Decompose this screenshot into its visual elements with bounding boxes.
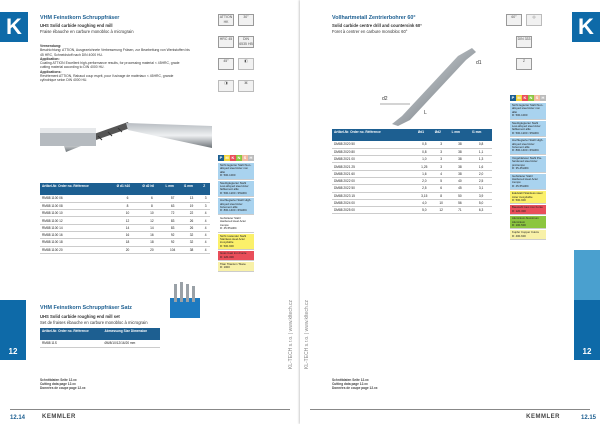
centre-drill-image xyxy=(380,44,490,126)
table-cell: 4 xyxy=(201,239,210,246)
table-row xyxy=(40,217,210,224)
material-name: Guss Cast iron Fonte xyxy=(220,251,247,256)
table-cell: RM88 1100 18 xyxy=(40,239,115,246)
table-cell: 3 xyxy=(433,156,450,163)
table-row xyxy=(40,340,160,347)
material-strength: R: 500-900 xyxy=(220,243,234,248)
din-icon: DIN 333 xyxy=(516,36,532,48)
column-header: l1 mm xyxy=(182,183,201,195)
table-cell: 56 xyxy=(450,199,471,206)
material-entry xyxy=(510,156,546,173)
table-row xyxy=(332,177,492,184)
table-cell: 3 xyxy=(433,148,450,155)
column-header: Ød1 xyxy=(416,129,433,141)
table-cell: 38 xyxy=(450,156,471,163)
svg-text:d1: d1 xyxy=(476,60,482,66)
table-cell: 4 xyxy=(201,246,210,253)
table-cell: 19 xyxy=(182,202,201,209)
table-cell: 1,3 xyxy=(470,156,492,163)
material-list xyxy=(510,103,546,241)
table-cell: 16 xyxy=(140,231,163,238)
table-cell: 63 xyxy=(163,202,181,209)
svg-text:L: L xyxy=(424,110,427,116)
usage-heading-de: Verwendung: xyxy=(40,44,62,48)
material-entry xyxy=(510,121,546,138)
kemmler-logo: K xyxy=(0,12,28,42)
material-list xyxy=(218,163,254,273)
table-cell: 4 xyxy=(201,210,210,217)
column-header: l1 mm xyxy=(470,129,492,141)
chapter-bar xyxy=(574,300,600,344)
table-cell: 20 xyxy=(115,246,141,253)
profile-icon: ◧ xyxy=(238,58,254,70)
material-name: Hochlegierter Stahl High-alloyed steel Acier fortement allié xyxy=(512,138,544,150)
table-cell: DM88 2021 60 xyxy=(332,170,416,177)
table-cell: 14 xyxy=(140,224,163,231)
usage-text-fr: Revêtement ATTION, Rabaud coup esprit, pour l'usinage de matériaux < 45HRC, grande cylindrique selon DIN 4000 HU. xyxy=(40,74,174,83)
material-entry xyxy=(218,234,254,251)
table-cell: 71 xyxy=(450,207,471,214)
cut-type-icon: ◨ xyxy=(218,80,234,92)
material-entry xyxy=(510,191,546,204)
table-cell: 38 xyxy=(450,148,471,155)
footer-line: Données de coupe page 12.xx xyxy=(332,386,378,391)
subtitle-en: Solid carbide centre drill and countersink 60° xyxy=(332,23,422,28)
column-header: Artikel-Nr. Order no. Référence xyxy=(40,328,103,340)
material-name: Titan Titanium Titane xyxy=(220,261,246,266)
footer-notes xyxy=(40,378,86,391)
table-cell: DM88 2020 80 xyxy=(332,148,416,155)
column-header: Abmessung Size Dimension xyxy=(103,328,161,340)
table-cell: 10 xyxy=(140,210,163,217)
column-header: Artikel-Nr. Order no. Référence xyxy=(40,183,115,195)
table-cell: 4 xyxy=(433,170,450,177)
table-cell: 57 xyxy=(163,195,181,202)
table-cell: 1,0 xyxy=(416,156,433,163)
table-cell: 0,8 xyxy=(470,141,492,148)
table-row xyxy=(40,210,210,217)
material-entry xyxy=(510,230,546,240)
table-cell: DM88 2023 15 xyxy=(332,192,416,199)
table-cell: RM88 1100 14 xyxy=(40,224,115,231)
material-name: Nicht legierter Stahl Non-alloyed steel Acier non allié xyxy=(512,103,544,114)
material-name: Vorgehärteter Stahl Pre-hardened steel Acier prétrempé xyxy=(512,155,543,167)
material-name: Gehärteter Stahl Hardened steel Acier trempé xyxy=(220,215,246,227)
table-cell: 38 xyxy=(182,246,201,253)
table-row xyxy=(332,199,492,206)
material-name: Niedriglegierter Stahl Low-alloyed steel Acier faiblement allié xyxy=(220,180,249,192)
material-strength: R: 45-55HRC xyxy=(512,183,529,188)
material-entry xyxy=(218,181,254,198)
table-cell: RM88 1100 16 xyxy=(40,231,115,238)
helix-angle-icon: 30° xyxy=(238,14,254,26)
flute-count-icon: Z xyxy=(516,58,532,70)
column-header: L mm xyxy=(450,129,471,141)
product-table xyxy=(40,183,210,254)
table-cell: 3 xyxy=(201,202,210,209)
usage-heading-fr: Applications: xyxy=(40,69,62,74)
chapter-bar xyxy=(0,300,26,344)
shank-icon: DIN 6535 HB xyxy=(239,37,253,46)
url-text: KL-TECH s.r.o. | www.kltech.cz xyxy=(288,300,294,370)
subtitle-en: UHS Solid carbide roughing end mill xyxy=(40,23,113,28)
table-cell: 40 xyxy=(450,177,471,184)
set-title: VHM Feinstkorn Schruppfräser Satz xyxy=(40,305,132,311)
table-cell: 14 xyxy=(115,224,141,231)
page-title: Vollhartmetall Zentrierbohrer 60° xyxy=(332,15,416,21)
material-strength: R: 500-1200 <35HRC xyxy=(220,190,247,195)
table-cell: 1,1 xyxy=(470,148,492,155)
table-cell: 2,0 xyxy=(416,177,433,184)
table-cell: DM88 2021 25 xyxy=(332,163,416,170)
table-cell: 92 xyxy=(163,239,181,246)
table-cell: 0,8 xyxy=(416,148,433,155)
table-cell: 12 xyxy=(433,207,450,214)
table-row xyxy=(40,202,210,209)
material-name: Aluminium Aluminium Aluminium xyxy=(512,216,539,224)
column-header: Ø d1 h10 xyxy=(115,183,141,195)
table-cell: 4 xyxy=(201,231,210,238)
table-cell: 8 xyxy=(433,192,450,199)
table-cell: 0,5 xyxy=(416,141,433,148)
table-cell: DM88 2021 00 xyxy=(332,156,416,163)
table-cell: 3 xyxy=(433,163,450,170)
material-name: Niedriglegierter Stahl Low-alloyed steel Acier faiblement allié xyxy=(512,120,541,132)
table-cell: RM88 1100 08 xyxy=(40,202,115,209)
subtitle-fr: Foret à centrer en carbure monobloc 60° xyxy=(332,29,408,34)
table-cell: 4,0 xyxy=(416,199,433,206)
material-entry xyxy=(510,174,546,191)
set-subtitle-fr: Set de fraises ébauche en carbure monobloc à micrograin xyxy=(40,320,148,325)
table-cell: Ø6/8/10/12/16/20 mm xyxy=(103,340,161,347)
material-strength: R: 120-300 xyxy=(512,208,526,213)
material-strength: R: 500-900 xyxy=(512,197,526,202)
chapter-tab[interactable]: 12 xyxy=(574,344,600,360)
table-cell: 18 xyxy=(140,239,163,246)
table-cell: 83 xyxy=(163,224,181,231)
material-entry xyxy=(510,103,546,120)
table-cell: 6,3 xyxy=(470,207,492,214)
point-angle-icon: 60° xyxy=(506,14,522,26)
material-name: Kupfer Copper Cuivre xyxy=(512,230,540,235)
table-cell: 32 xyxy=(182,239,201,246)
table-cell: 22 xyxy=(182,210,201,217)
table-cell: 92 xyxy=(163,231,181,238)
table-cell: 6 xyxy=(140,195,163,202)
right-page xyxy=(300,0,600,424)
material-strength: R: 500-1000 xyxy=(220,173,236,178)
material-entry xyxy=(510,138,546,155)
table-row xyxy=(332,207,492,214)
table-cell: 1,6 xyxy=(470,163,492,170)
footer-notes xyxy=(332,378,378,391)
table-cell: 8 xyxy=(115,202,141,209)
material-strength: R: 1000 xyxy=(220,265,230,270)
table-cell: RM88 1100 12 xyxy=(40,217,115,224)
table-cell: 3 xyxy=(433,141,450,148)
description-block xyxy=(40,44,190,83)
table-cell: RM88 1100 10 xyxy=(40,210,115,217)
material-strength: R: 35-45HRC xyxy=(512,166,529,171)
footer-rule xyxy=(10,409,290,410)
table-cell: 38 xyxy=(450,141,471,148)
material-group-legend: P M K N S H xyxy=(219,155,253,160)
table-cell: 5,0 xyxy=(416,207,433,214)
table-cell: 5,0 xyxy=(470,199,492,206)
table-cell: 12 xyxy=(140,217,163,224)
material-strength: R: 100-500 xyxy=(512,222,526,227)
table-row xyxy=(332,185,492,192)
page-number: 12.15 xyxy=(580,415,596,421)
material-strength: R: 120-300 xyxy=(220,254,234,259)
material-name: Nicht rostender Stahl Stainless steel Acier inoxydable xyxy=(220,233,247,245)
table-cell: 38 xyxy=(450,163,471,170)
footer-line: Données de coupe page 12.xx xyxy=(40,386,86,391)
table-cell: 72 xyxy=(163,210,181,217)
table-cell: 1,25 xyxy=(416,163,433,170)
table-cell: 83 xyxy=(163,217,181,224)
table-cell: DM88 2025 00 xyxy=(332,207,416,214)
material-name: Baustahl Cast iron Fonte xyxy=(512,205,543,210)
column-header: Ø d2 h6 xyxy=(140,183,163,195)
table-cell: 26 xyxy=(182,224,201,231)
footer-line: Schnittdaten Seite 12.xx xyxy=(332,378,369,382)
product-table xyxy=(332,129,492,214)
set-table xyxy=(40,328,160,348)
table-cell: RM88 11S xyxy=(40,340,103,347)
usage-heading-en: Application: xyxy=(40,56,60,61)
table-cell: 3,9 xyxy=(470,192,492,199)
table-cell: 2,5 xyxy=(470,177,492,184)
material-name: Hochlegierter Stahl High-alloyed steel Acier fortement allié xyxy=(220,198,252,210)
table-cell: 5 xyxy=(433,177,450,184)
table-cell: 32 xyxy=(182,231,201,238)
set-subtitle-en: UHS Solid carbide roughing end mill set xyxy=(40,314,120,319)
table-cell: 50 xyxy=(450,192,471,199)
table-cell: 8 xyxy=(140,202,163,209)
material-entry xyxy=(218,251,254,261)
material-strength: R: 500-1000 xyxy=(512,113,528,118)
usage-text-de: Beschichtung: ATTION, Ausgezeichnete Verbesserung Fräsen, zur Bearbeitung von Werkstoffen bis 45 HRC, Schneidstoff nach DIN 4000 HU. xyxy=(40,48,190,57)
table-cell: 13 xyxy=(182,195,201,202)
table-row xyxy=(332,163,492,170)
footer-rule xyxy=(310,409,590,410)
flute-icon: ⌘ xyxy=(238,80,254,92)
table-cell: 3,1 xyxy=(470,185,492,192)
table-cell: 20 xyxy=(140,246,163,253)
tool-icon: ◎ xyxy=(526,14,542,26)
material-strength: R: 800-1400 <45HRC xyxy=(220,208,247,213)
brand-name: KEMMLER xyxy=(42,414,76,420)
material-strength: R: 500-1200 <35HRC xyxy=(512,130,539,135)
material-entry xyxy=(218,216,254,233)
material-group-legend: P M K N S H xyxy=(511,95,545,100)
material-name: Gehärteter Stahl Hardened steel Acier trempé xyxy=(512,173,538,185)
table-row xyxy=(332,148,492,155)
chapter-tab[interactable]: 12 xyxy=(0,344,26,360)
table-cell: 4 xyxy=(201,224,210,231)
table-row xyxy=(332,141,492,148)
table-cell: 10 xyxy=(115,210,141,217)
table-cell: 3 xyxy=(201,195,210,202)
column-header: Z xyxy=(201,183,210,195)
table-cell: 45 xyxy=(450,185,471,192)
table-cell: 26 xyxy=(182,217,201,224)
kemmler-logo: K xyxy=(572,12,600,42)
svg-text:d2: d2 xyxy=(382,96,388,102)
table-cell: 6 xyxy=(115,195,141,202)
table-row xyxy=(40,224,210,231)
url-text: KL-TECH s.r.o. | www.kltech.cz xyxy=(304,300,310,370)
set-image xyxy=(168,280,202,320)
table-cell: 2,5 xyxy=(416,185,433,192)
material-entry xyxy=(218,198,254,215)
usage-text-en: Coating ATTION Excellent high-performance results, for processing material < 45HRC, grade cutting material according to DIN 4000 HU. xyxy=(40,61,180,70)
table-cell: 16 xyxy=(115,231,141,238)
table-cell: DM88 2020 50 xyxy=(332,141,416,148)
hardness-icon: HRC 45 xyxy=(218,36,234,48)
page-number: 12.14 xyxy=(10,415,26,421)
table-cell: DM88 2024 00 xyxy=(332,199,416,206)
material-strength: R: 800-1400 <45HRC xyxy=(512,148,539,153)
chamfer-icon: 45° xyxy=(218,58,234,70)
table-cell: 2,0 xyxy=(470,170,492,177)
footer-line: Schnittdaten Seite 12.xx xyxy=(40,378,77,382)
table-cell: DM88 2022 00 xyxy=(332,177,416,184)
table-cell: 6 xyxy=(433,185,450,192)
column-header: Ød2 xyxy=(433,129,450,141)
table-cell: 10 xyxy=(433,199,450,206)
table-row xyxy=(40,195,210,202)
material-name: Edelstahl Stainless steel Acier inoxydable xyxy=(512,191,543,199)
coating-icon: ATTION HK xyxy=(219,15,233,24)
table-row xyxy=(332,192,492,199)
column-header: L mm xyxy=(163,183,181,195)
table-cell: 12 xyxy=(115,217,141,224)
table-cell: 38 xyxy=(450,170,471,177)
material-name: Nicht legierter Stahl Non-alloyed steel Acier non allié xyxy=(220,163,252,174)
table-row xyxy=(40,239,210,246)
material-entry xyxy=(510,216,546,229)
material-entry xyxy=(218,262,254,272)
material-entry xyxy=(218,163,254,180)
table-row xyxy=(332,170,492,177)
end-mill-detail-image xyxy=(38,120,98,154)
brand-name: KEMMLER xyxy=(526,414,560,420)
material-strength: R: 45-55HRC xyxy=(220,226,237,231)
table-cell: 104 xyxy=(163,246,181,253)
material-strength: R: 400-600 xyxy=(512,233,526,238)
table-cell: 18 xyxy=(115,239,141,246)
footer-line: Cutting data page 12.xx xyxy=(40,382,76,387)
page-title: VHM Feinstkorn Schruppfräser xyxy=(40,15,120,21)
table-row xyxy=(40,246,210,253)
column-header: Artikel-Nr. Order no. Référence xyxy=(332,129,416,141)
table-row xyxy=(40,231,210,238)
material-entry xyxy=(510,205,546,215)
table-cell: 4 xyxy=(201,217,210,224)
subtitle-fr: Fraise ébauche en carbure monobloc à micrograin xyxy=(40,29,134,34)
table-row xyxy=(332,156,492,163)
table-cell: 3,15 xyxy=(416,192,433,199)
table-cell: RM88 1100 20 xyxy=(40,246,115,253)
table-cell: 1,6 xyxy=(416,170,433,177)
table-cell: DM88 2022 50 xyxy=(332,185,416,192)
table-cell: RM88 1100 06 xyxy=(40,195,115,202)
footer-line: Cutting data page 12.xx xyxy=(332,382,368,387)
